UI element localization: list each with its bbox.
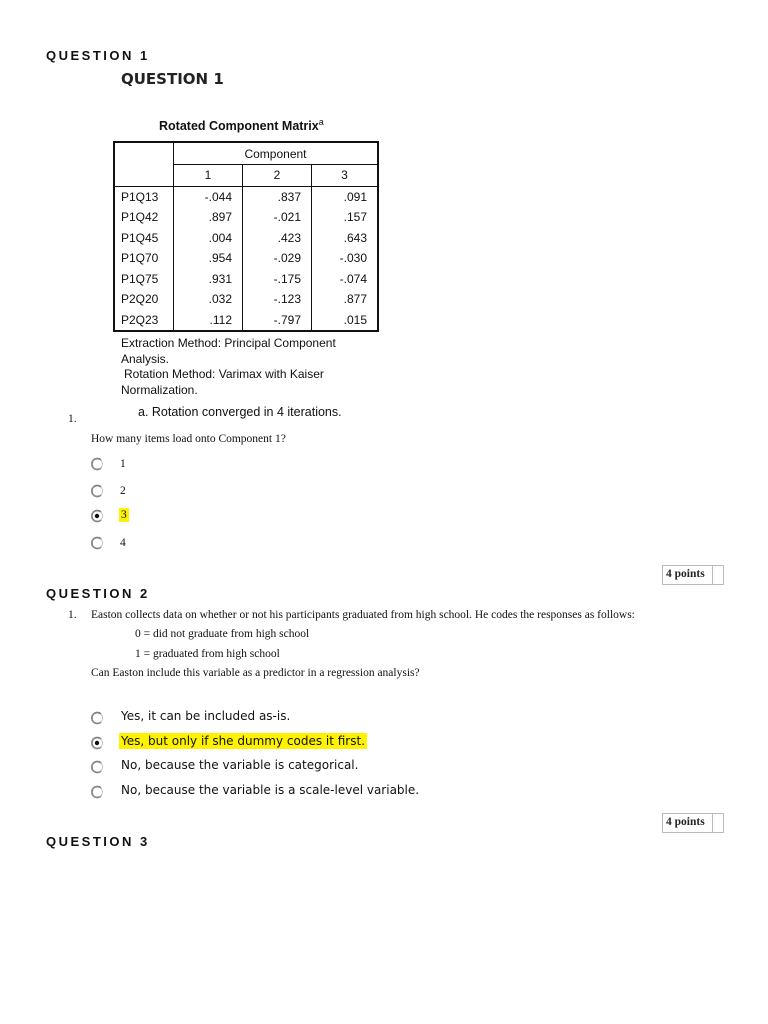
question-2-heading: QUESTION 2 <box>46 586 150 601</box>
matrix-cell: -.123 <box>243 289 312 310</box>
matrix-cell: .931 <box>174 269 243 290</box>
table-row <box>114 228 378 249</box>
footnote-extraction-1: Extraction Method: Principal Component <box>121 336 336 350</box>
q2-points-box <box>712 814 723 832</box>
rotated-component-matrix <box>113 141 379 332</box>
question-2-question: Can Easton include this variable as a predictor in a regression analysis? <box>91 667 420 679</box>
table-row <box>114 269 378 290</box>
q1-points-label: 4 points <box>666 568 705 580</box>
table-row <box>114 186 378 207</box>
row-label: P2Q20 <box>114 289 174 310</box>
table-footnotes <box>121 336 336 398</box>
matrix-cell: .954 <box>174 248 243 269</box>
question-3-heading: QUESTION 3 <box>46 834 150 849</box>
radio-selected-icon[interactable] <box>90 736 104 750</box>
table-row <box>114 310 378 332</box>
question-2-code-1: 1 = graduated from high school <box>135 648 280 660</box>
q2-option-1-label: Yes, it can be included as-is. <box>121 709 291 723</box>
table-title-text: Rotated Component Matrix <box>159 119 319 134</box>
radio-unselected-icon[interactable] <box>90 785 104 799</box>
matrix-cell: -.175 <box>243 269 312 290</box>
table-row <box>114 207 378 228</box>
q2-option-2-label: Yes, but only if she dummy codes it first. <box>121 734 366 748</box>
radio-unselected-icon[interactable] <box>90 760 104 774</box>
question-1-subheading: QUESTION 1 <box>121 70 224 88</box>
question-2-number: 1. <box>68 609 77 621</box>
q1-option-4-label: 4 <box>120 537 126 549</box>
q1-option-1-label: 1 <box>120 458 126 470</box>
q2-option-4-label: No, because the variable is a scale-level variable. <box>121 783 420 797</box>
matrix-cell: -.029 <box>243 248 312 269</box>
footnote-extraction-2: Analysis. <box>121 351 170 366</box>
matrix-cell: -.074 <box>339 271 367 286</box>
q1-option-3-label: 3 <box>121 509 127 521</box>
row-label: P1Q45 <box>114 228 174 249</box>
matrix-cell: .877 <box>343 292 367 307</box>
matrix-corner-cell <box>114 142 174 186</box>
q2-option-3-label: No, because the variable is categorical. <box>121 758 359 772</box>
matrix-cell: -.030 <box>339 251 367 266</box>
q1-option-2-label: 2 <box>120 485 126 497</box>
col-header-3: 3 <box>312 165 379 187</box>
question-2-prompt: Easton collects data on whether or not his participants graduated from high school. He codes the responses as follows: <box>91 609 635 621</box>
row-label: P2Q23 <box>114 310 174 332</box>
matrix-cell: .032 <box>174 289 243 310</box>
matrix-cell: .897 <box>174 207 243 228</box>
matrix-cell: .091 <box>343 189 367 204</box>
matrix-cell: .157 <box>343 210 367 225</box>
question-1-heading: QUESTION 1 <box>46 48 150 63</box>
component-header: Component <box>174 142 379 165</box>
row-label: P1Q13 <box>114 186 174 207</box>
question-2-code-0: 0 = did not graduate from high school <box>135 628 310 640</box>
question-1-prompt: How many items load onto Component 1? <box>91 433 286 445</box>
footnote-rotation-2: Normalization. <box>121 382 198 397</box>
row-label: P1Q70 <box>114 248 174 269</box>
radio-unselected-icon[interactable] <box>90 457 104 471</box>
matrix-cell: -.797 <box>243 310 312 332</box>
radio-unselected-icon[interactable] <box>90 711 104 725</box>
matrix-cell: .004 <box>174 228 243 249</box>
row-label: P1Q75 <box>114 269 174 290</box>
footnote-converged: a. Rotation converged in 4 iterations. <box>138 405 342 419</box>
radio-unselected-icon[interactable] <box>90 536 104 550</box>
table-title-superscript: a <box>318 117 324 127</box>
col-header-2: 2 <box>243 165 312 187</box>
table-row <box>114 289 378 310</box>
matrix-cell: .423 <box>243 228 312 249</box>
q1-points-box <box>712 566 723 584</box>
matrix-cell: .837 <box>243 186 312 207</box>
radio-unselected-icon[interactable] <box>90 484 104 498</box>
radio-selected-icon[interactable] <box>90 509 104 523</box>
matrix-cell: -.044 <box>174 186 243 207</box>
matrix-cell: .643 <box>343 230 367 245</box>
matrix-cell: .112 <box>174 310 243 332</box>
table-title <box>159 117 324 133</box>
col-header-1: 1 <box>174 165 243 187</box>
q2-points-label: 4 points <box>666 816 705 828</box>
matrix-cell: .015 <box>343 312 367 327</box>
matrix-cell: -.021 <box>243 207 312 228</box>
q2-points-badge <box>662 813 724 833</box>
table-row <box>114 248 378 269</box>
row-label: P1Q42 <box>114 207 174 228</box>
q1-points-badge <box>662 565 724 585</box>
question-1-number: 1. <box>68 413 77 425</box>
footnote-rotation-1: Rotation Method: Varimax with Kaiser <box>124 367 324 381</box>
